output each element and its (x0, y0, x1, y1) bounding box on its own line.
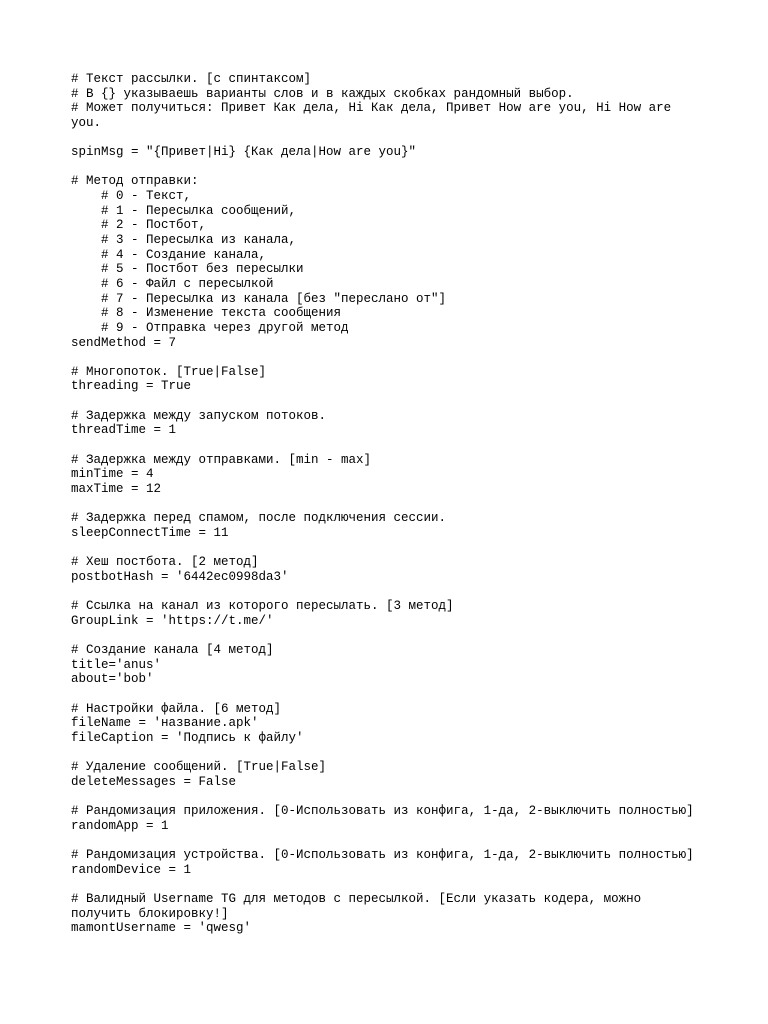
code-line: about='bob' (71, 672, 154, 687)
blank-line (71, 160, 758, 175)
comment-line: # Задержка перед спамом, после подключения сессии. (71, 511, 447, 526)
blank-line (71, 628, 758, 643)
comment-line: # Ссылка на канал из которого пересылать. [3 метод] (71, 599, 454, 614)
comment-line: # Хеш постбота. [2 метод] (71, 555, 259, 570)
code-line: you. (71, 115, 102, 130)
comment-line: # Настройки файла. [6 метод] (71, 701, 282, 716)
comment-line: # 0 - Текст, (71, 189, 192, 204)
blank-line (71, 584, 758, 599)
blank-line (71, 541, 758, 556)
code-line: minTime = 4 (71, 467, 154, 482)
blank-line (71, 745, 758, 760)
comment-line: # Метод отправки: (71, 174, 199, 189)
code-line: spinMsg = "{Привет|Hi} {Как дела|How are you}" (71, 145, 417, 160)
code-line: sleepConnectTime = 11 (71, 525, 229, 540)
comment-line: # Рандомизация устройства. [0-Использовать из конфига, 1-да, 2-выключить полностью] (71, 847, 694, 862)
blank-line (71, 131, 758, 146)
comment-line: # 5 - Постбот без пересылки (71, 262, 304, 277)
comment-line: # 8 - Изменение текста сообщения (71, 306, 342, 321)
code-line: deleteMessages = False (71, 774, 237, 789)
code-line: fileName = 'название.apk' (71, 716, 259, 731)
comment-line: # Может получиться: Привет Как дела, Hi Как дела, Привет How are you, Hi How are (71, 101, 672, 116)
comment-line: # Задержка между запуском потоков. (71, 408, 327, 423)
code-line: randomApp = 1 (71, 818, 169, 833)
code-line: title='anus' (71, 657, 162, 672)
blank-line (71, 877, 758, 892)
code-line: threading = True (71, 379, 192, 394)
blank-line (71, 394, 758, 409)
blank-line (71, 789, 758, 804)
code-line: maxTime = 12 (71, 481, 162, 496)
comment-line: # Удаление сообщений. [True|False] (71, 760, 327, 775)
blank-line (71, 438, 758, 453)
document-page (71, 72, 758, 936)
comment-line: # 3 - Пересылка из канала, (71, 233, 297, 248)
code-line: sendMethod = 7 (71, 335, 177, 350)
comment-line: # Задержка между отправками. [min - max] (71, 452, 372, 467)
code-line: получить блокировку!] (71, 906, 229, 921)
comment-line: # 9 - Отправка через другой метод (71, 320, 349, 335)
comment-line: # 4 - Создание канала, (71, 247, 267, 262)
comment-line: # Создание канала [4 метод] (71, 642, 274, 657)
code-line: postbotHash = '6442ec0998da3' (71, 569, 289, 584)
code-line: mamontUsername = 'qwesg' (71, 921, 252, 936)
comment-line: # 1 - Пересылка сообщений, (71, 203, 297, 218)
code-line: threadTime = 1 (71, 423, 177, 438)
code-line: randomDevice = 1 (71, 862, 192, 877)
code-line: GroupLink = 'https://t.me/' (71, 613, 274, 628)
comment-line: # Многопоток. [True|False] (71, 364, 267, 379)
comment-line: # В {} указываешь варианты слов и в каждых скобках рандомный выбор. (71, 86, 574, 101)
comment-line: # Рандомизация приложения. [0-Использовать из конфига, 1-да, 2-выключить полностью] (71, 804, 694, 819)
comment-line: # Текст рассылки. [с спинтаксом] (71, 72, 312, 86)
comment-line: # 2 - Постбот, (71, 218, 207, 233)
code-line: fileCaption = 'Подпись к файлу' (71, 730, 304, 745)
blank-line (71, 833, 758, 848)
comment-line: # Валидный Username TG для методов с пересылкой. [Если указать кодера, можно (71, 891, 642, 906)
comment-line: # 6 - Файл с пересылкой (71, 276, 274, 291)
comment-line: # 7 - Пересылка из канала [без "переслано от"] (71, 291, 447, 306)
blank-line (71, 497, 758, 512)
blank-line (71, 350, 758, 365)
blank-line (71, 687, 758, 702)
